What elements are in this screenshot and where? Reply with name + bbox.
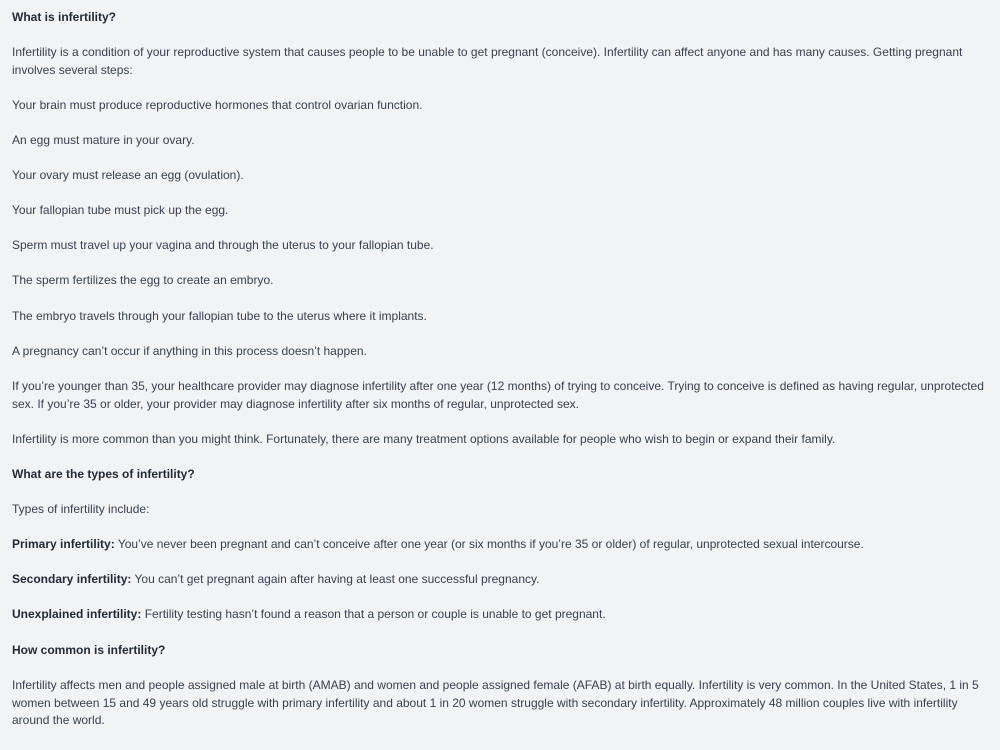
type-term: Unexplained infertility: [12, 607, 142, 621]
type-item-primary [12, 536, 988, 554]
step-item: Your brain must produce reproductive hormones that control ovarian function. [12, 98, 423, 112]
paragraph-diagnosis: If you’re younger than 35, your healthcare provider may diagnose infertility after one year (12 months) of trying to conceive. Trying to conceive is defined as having regular, unprotected sex. If you’re 35 or older, your provider may diagnose infertility after six months of regular, unprotected sex. [12, 379, 984, 411]
step-item: Sperm must travel up your vagina and through the uterus to your fallopian tube. [12, 238, 434, 252]
paragraph-types-intro: Types of infertility include: [12, 502, 150, 516]
type-term: Secondary infertility: [12, 572, 132, 586]
step-item: The sperm fertilizes the egg to create an embryo. [12, 273, 274, 287]
section-heading-what-is-infertility: What is infertility? [12, 10, 117, 24]
step-item: An egg must mature in your ovary. [12, 133, 195, 147]
type-term: Primary infertility: [12, 537, 115, 551]
step-item: Your ovary must release an egg (ovulation). [12, 168, 244, 182]
paragraph-prevalence: Infertility affects men and people assigned male at birth (AMAB) and women and people assigned female (AFAB) at birth equally. Infertility is very common. In the United States, 1 in 5 women between 15 and 49 years old struggle with primary infertility and about 1 in 20 women struggle with secondary infertility. Approximately 48 million couples live with infertility around the world. [12, 678, 979, 727]
type-item-secondary [12, 571, 988, 589]
section-heading-how-common: How common is infertility? [12, 643, 166, 657]
type-description: Fertility testing hasn’t found a reason that a person or couple is unable to get pregnant. [141, 607, 606, 621]
type-description: You can’t get pregnant again after having at least one successful pregnancy. [131, 572, 540, 586]
paragraph-process: A pregnancy can’t occur if anything in this process doesn’t happen. [12, 344, 367, 358]
paragraph-intro: Infertility is a condition of your reproductive system that causes people to be unable to get pregnant (conceive). Infertility can affect anyone and has many causes. Getting pregnant involves several steps: [12, 45, 963, 77]
type-item-unexplained [12, 606, 988, 624]
step-item: Your fallopian tube must pick up the egg. [12, 203, 229, 217]
type-description: You’ve never been pregnant and can’t conceive after one year (or six months if you’re 35 or older) of regular, unprotected sexual intercourse. [114, 537, 864, 551]
paragraph-common: Infertility is more common than you might think. Fortunately, there are many treatment options available for people who wish to begin or expand their family. [12, 432, 836, 446]
step-item: The embryo travels through your fallopian tube to the uterus where it implants. [12, 309, 427, 323]
section-heading-types: What are the types of infertility? [12, 467, 195, 481]
